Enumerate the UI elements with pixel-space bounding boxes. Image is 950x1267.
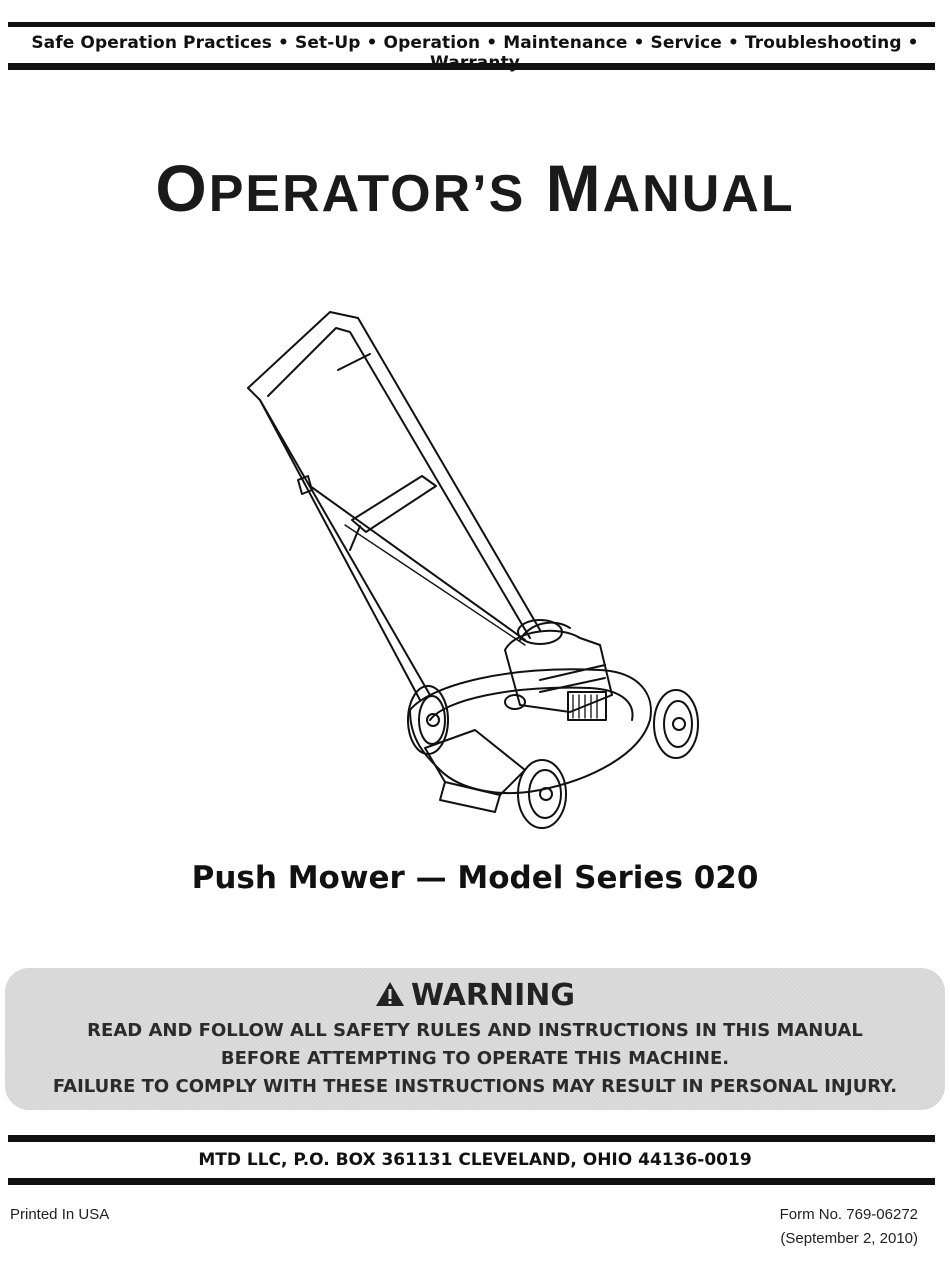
warning-triangle-icon <box>375 981 405 1007</box>
warning-heading: WARNING <box>5 978 945 1013</box>
warning-box <box>5 968 945 1110</box>
footer-rule-upper <box>8 1135 935 1142</box>
warning-line-3: FAILURE TO COMPLY WITH THESE INSTRUCTIONS MAY RESULT IN PERSONAL INJURY. <box>52 1076 898 1097</box>
form-number: Form No. 769-06272 <box>779 1206 918 1223</box>
printed-in-usa: Printed In USA <box>10 1206 110 1223</box>
push-mower-illustration <box>240 300 710 840</box>
model-subtitle: Push Mower — Model Series 020 <box>191 860 759 896</box>
manual-title: OPERATOR’S MANUAL <box>155 151 795 225</box>
footer-rule-lower <box>8 1178 935 1185</box>
form-date: (September 2, 2010) <box>780 1230 918 1247</box>
top-rule-lower <box>8 63 935 70</box>
top-rule-upper <box>8 22 935 27</box>
section-nav: Safe Operation Practices • Set-Up • Operation • Maintenance • Service • Troubleshooting • <box>31 33 919 53</box>
warning-line-2: BEFORE ATTEMPTING TO OPERATE THIS MACHINE. <box>220 1048 730 1069</box>
company-address: MTD LLC, P.O. BOX 361131 CLEVELAND, OHIO 44136-0019 <box>198 1150 752 1170</box>
warning-line-1: READ AND FOLLOW ALL SAFETY RULES AND INSTRUCTIONS IN THIS MANUAL <box>87 1020 863 1041</box>
